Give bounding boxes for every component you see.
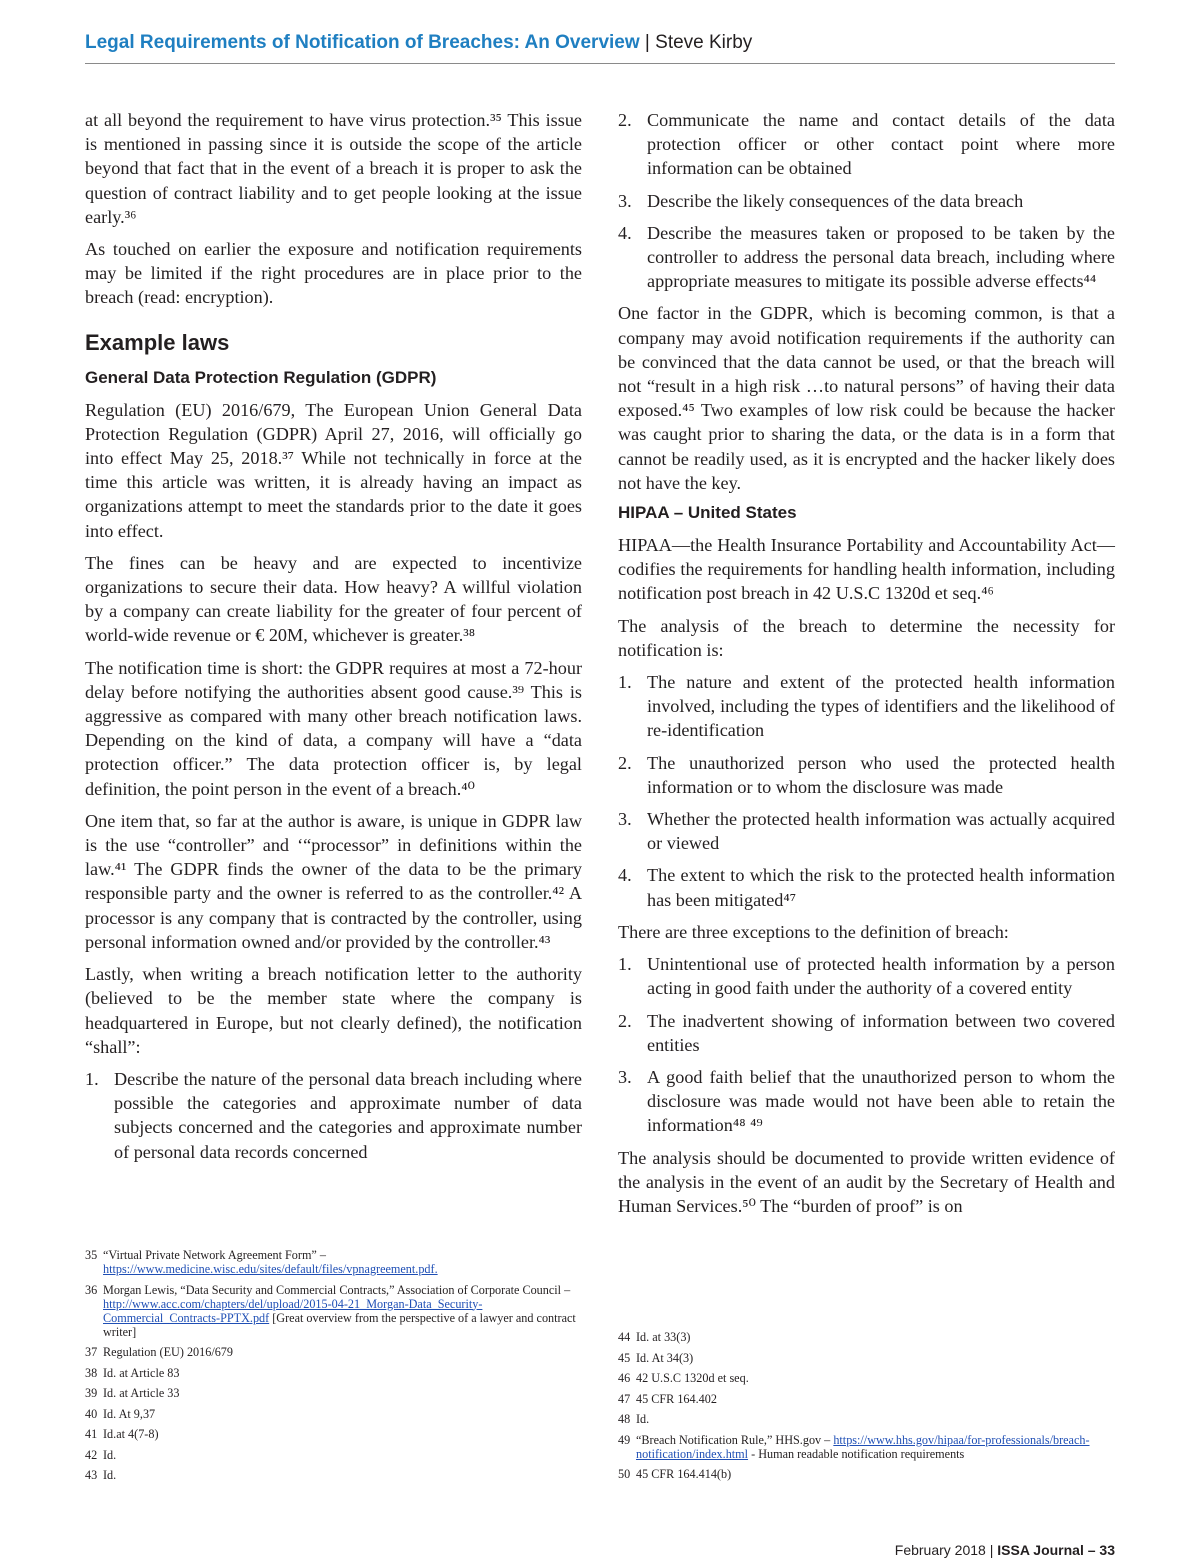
footnote-number: 41: [85, 1427, 98, 1441]
paragraph: Regulation (EU) 2016/679, The European Union General Data Protection Regulation (GDPR) April 27, 2016, will officially go into effect May 25, 2018.³⁷ While not technically in force at the time this article was written, it is already having an impact as organizations attempt to meet the standards prior to the date it goes into effect.: [85, 399, 582, 541]
footnote-link[interactable]: https://www.hhs.gov/hipaa/for-professionals/breach-notification/index.html: [636, 1432, 1090, 1461]
list-number: 1.: [618, 672, 632, 693]
footnote-number: 38: [85, 1365, 98, 1380]
footnote-number: 42: [85, 1447, 98, 1462]
footnote-text: Id. at Article 83: [103, 1365, 180, 1380]
list-item: [85, 1067, 582, 1164]
list-text: Describe the likely consequences of the data breach: [647, 190, 1024, 211]
footnote: [85, 1366, 582, 1380]
list-number: 1.: [85, 1068, 99, 1089]
footnote-text: Regulation (EU) 2016/679: [103, 1345, 233, 1359]
footnote: [618, 1351, 1115, 1365]
footnote-number: 48: [618, 1412, 631, 1426]
footnote-number: 35: [85, 1248, 98, 1262]
footnote-text: Morgan Lewis, “Data Security and Commercial Contracts,” Association of Corporate Council –: [103, 1282, 571, 1297]
list-number: 3.: [618, 190, 632, 211]
footnote: [618, 1433, 1115, 1461]
footnote-text: Id.: [103, 1468, 117, 1482]
exceptions-list: [618, 952, 1115, 1137]
footnote-text: 42 U.S.C 1320d et seq.: [636, 1371, 749, 1385]
paragraph: The analysis of the breach to determine the necessity for notification is:: [618, 615, 1115, 660]
footnote: [85, 1468, 582, 1482]
footnote: [85, 1407, 582, 1421]
paragraph: There are three exceptions to the definition of breach:: [618, 921, 1009, 942]
paragraph: The notification time is short: the GDPR requires at most a 72-hour delay before notifying the authorities absent good cause.³⁹ This is aggressive as compared with many other breach notification laws. Depending on the kind of data, a company will have a “data protection officer.” The data protection officer is, by legal definition, the point person in the event of a breach.⁴⁰: [85, 657, 582, 799]
paragraph: at all beyond the requirement to have virus protection.³⁵ This issue is mentioned in passing since it is outside the scope of the article beyond that fact that in the event of a breach it is proper to ask the question of contract liability and to get people looking at the issue early.³⁶: [85, 110, 582, 227]
page-footer: [895, 1542, 1115, 1558]
notification-list: [85, 1067, 582, 1164]
list-number: 4.: [618, 865, 632, 886]
list-text: Unintentional use of protected health information by a person acting in good faith under the authority of a covered entity: [647, 954, 1115, 999]
footnote-text: “Virtual Private Network Agreement Form” –: [103, 1248, 326, 1262]
footnote-text-after: - Human readable notification requirements: [748, 1446, 965, 1461]
list-text: A good faith belief that the unauthorized person to whom the disclosure was made would not have been able to retain the information⁴⁸ ⁴⁹: [647, 1066, 1115, 1136]
section-heading: Example laws: [85, 329, 230, 355]
list-number: 2.: [618, 1010, 632, 1031]
footnote-number: 49: [618, 1432, 631, 1447]
list-text: Communicate the name and contact details of the data protection officer or other contact point where more information can be obtained: [647, 110, 1115, 179]
header-rule: [85, 63, 1115, 64]
notification-list-continued: [618, 108, 1115, 293]
paragraph: HIPAA—the Health Insurance Portability and Accountability Act— codifies the requirements for handling health information, including notification post breach in 42 U.S.C 1320d et seq.⁴⁶: [618, 535, 1115, 604]
header-separator: |: [639, 32, 656, 53]
running-header: [85, 32, 1115, 64]
article-author: Steve Kirby: [655, 32, 753, 53]
footnote-number: 47: [618, 1391, 631, 1406]
footnotes-right: [618, 1330, 1115, 1488]
footnote-text: Id. At 9,37: [103, 1406, 156, 1421]
list-number: 1.: [618, 954, 632, 975]
list-text: The extent to which the risk to the protected health information has been mitigated⁴⁷: [647, 865, 1115, 910]
footnote-number: 37: [85, 1345, 98, 1359]
paragraph: One item that, so far at the author is aware, is unique in GDPR law is the use “controller” and ‘“processor” in definitions within the law.⁴¹ The GDPR finds the owner of the data to be the primary responsible party and the owner is referred to as the controller.⁴² A processor is any company that is contracted by the controller, using personal information owned and/or provided by the controller.⁴³: [85, 810, 582, 952]
list-number: 2.: [618, 752, 632, 773]
paragraph: The analysis should be documented to provide written evidence of the analysis in the event of an audit by the Secretary of Health and Human Services.⁵⁰ The “burden of proof” is on: [618, 1147, 1115, 1216]
footnote-number: 45: [618, 1350, 631, 1365]
footnote-text: Id. At 34(3): [636, 1350, 694, 1365]
analysis-list: [618, 670, 1115, 912]
list-text: Describe the measures taken or proposed to be taken by the controller to address the personal data breach, including where appropriate measures to mitigate its possible adverse effects⁴⁴: [647, 222, 1115, 292]
footer-date: February 2018: [894, 1542, 986, 1558]
footnote-text-after: [Great overview from the perspective of a lawyer and contract writer]: [103, 1310, 576, 1339]
list-item: [618, 863, 1115, 911]
right-column: [618, 108, 1115, 1226]
list-text: Describe the nature of the personal data breach including where possible the categories and approximate number of data subjects concerned and the categories and approximate number of personal data records concerned: [114, 1068, 582, 1162]
footnote-text: 45 CFR 164.414(b): [636, 1467, 732, 1481]
list-text: The inadvertent showing of information between two covered entities: [647, 1010, 1115, 1055]
list-item: [618, 108, 1115, 181]
footnote-number: 39: [85, 1386, 98, 1400]
paragraph: As touched on earlier the exposure and notification requirements may be limited if the right procedures are in place prior to the breach (read: encryption).: [85, 239, 582, 308]
subsection-heading-gdpr: General Data Protection Regulation (GDPR): [85, 367, 437, 387]
list-item: [618, 221, 1115, 294]
footnote-text: Id.: [103, 1447, 117, 1462]
footnote: [85, 1248, 582, 1276]
subsection-heading-hipaa: HIPAA – United States: [618, 503, 797, 523]
list-number: 3.: [618, 809, 632, 830]
list-number: 2.: [618, 110, 632, 130]
footer-journal-page: ISSA Journal – 33: [997, 1542, 1115, 1558]
paragraph: Lastly, when writing a breach notification letter to the authority (believed to be the member state where the company is headquartered in Europe, but not clearly defined), the notification “shall”:: [85, 964, 582, 1057]
list-item: [618, 807, 1115, 855]
footnote: [618, 1330, 1115, 1344]
left-column: [85, 108, 582, 1172]
footnote: [618, 1371, 1115, 1385]
paragraph: One factor in the GDPR, which is becoming common, is that a company may avoid notification requirements if the authority can be convinced that the data cannot be used, or that the breach will not “result in a high risk …to natural persons” of having their data exposed.⁴⁵ Two examples of low risk could be because the hacker was caught prior to sharing the data, or the data is in a form that cannot be readily used, as it is encrypted and the hacker likely does not have the key.: [618, 303, 1115, 493]
footnote: [618, 1392, 1115, 1406]
footnote-number: 36: [85, 1282, 98, 1297]
footnote-number: 43: [85, 1468, 98, 1482]
footnote-number: 44: [618, 1330, 631, 1344]
list-item: [618, 670, 1115, 743]
footnote-text: Id.: [636, 1412, 650, 1426]
footnote-text: Id. at 33(3): [636, 1330, 691, 1344]
footnote: [618, 1467, 1115, 1481]
list-number: 4.: [618, 222, 632, 243]
footnote-text: Id. at Article 33: [103, 1386, 180, 1400]
footnote: [85, 1386, 582, 1400]
footnote: [85, 1283, 582, 1339]
footer-separator: |: [985, 1542, 998, 1558]
article-title: Legal Requirements of Notification of Breaches: An Overview: [85, 32, 640, 53]
list-text: The unauthorized person who used the protected health information or to whom the disclosure was made: [647, 752, 1115, 797]
footnotes-left: [85, 1248, 582, 1489]
footnote: [85, 1427, 582, 1441]
footnote-number: 46: [618, 1371, 631, 1385]
footnote-text: 45 CFR 164.402: [636, 1391, 717, 1406]
footnote: [85, 1448, 582, 1462]
paragraph: The fines can be heavy and are expected to incentivize organizations to secure their data. How heavy? A willful violation by a company can create liability for the greater of four percent of world-wide revenue or € 20M, whichever is greater.³⁸: [85, 552, 582, 646]
footnote: [85, 1345, 582, 1359]
footnote-text: Id.at 4(7-8): [103, 1427, 159, 1441]
list-number: 3.: [618, 1066, 632, 1087]
list-item: [618, 751, 1115, 799]
footnote-link[interactable]: http://www.acc.com/chapters/del/upload/2015-04-21_Morgan-Data_Security-Commercial_Contracts-PPTX.pdf: [103, 1296, 483, 1325]
list-item: [618, 1009, 1115, 1057]
list-text: Whether the protected health information was actually acquired or viewed: [647, 809, 1115, 854]
footnote-link[interactable]: https://www.medicine.wisc.edu/sites/default/files/vpnagreement.pdf.: [103, 1262, 438, 1276]
footnote: [618, 1412, 1115, 1426]
footnote-number: 50: [618, 1467, 631, 1481]
list-item: [618, 189, 1115, 213]
footnote-text: “Breach Notification Rule,” HHS.gov –: [636, 1432, 834, 1447]
list-text: The nature and extent of the protected health information involved, including the types of identifiers and the likelihood of re-identification: [647, 672, 1115, 741]
footnote-number: 40: [85, 1406, 98, 1421]
list-item: [618, 1065, 1115, 1138]
list-item: [618, 952, 1115, 1000]
